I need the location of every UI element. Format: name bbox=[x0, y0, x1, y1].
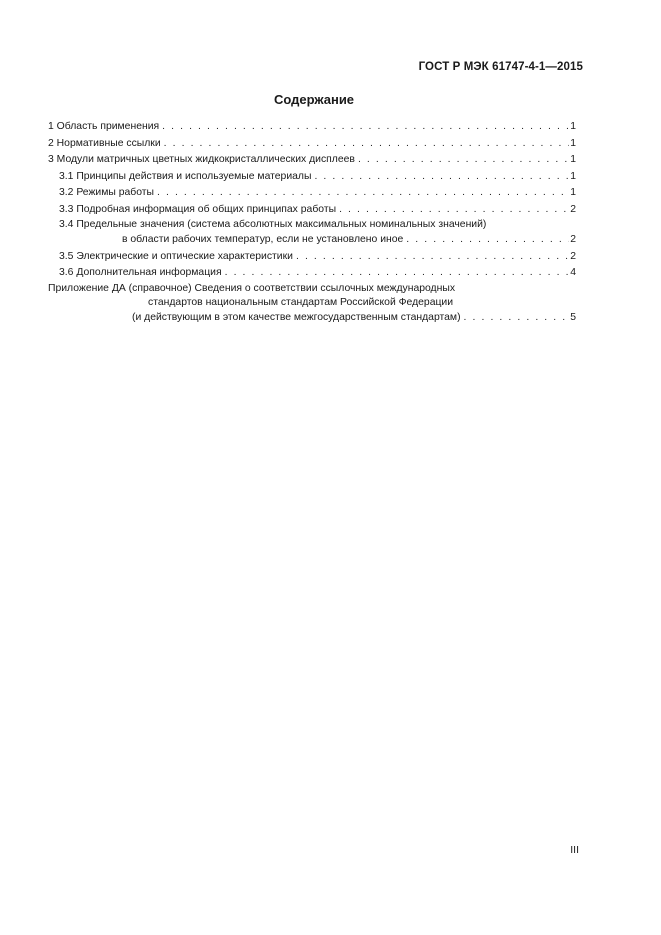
toc-entry-page: 2 bbox=[570, 203, 576, 215]
toc-entry-appendix-da[interactable] bbox=[48, 282, 576, 327]
dot-leader bbox=[164, 136, 570, 153]
toc-entry-label: 1 Область применения bbox=[48, 119, 162, 136]
page-number: III bbox=[570, 844, 579, 856]
toc-entry-3-2[interactable] bbox=[48, 185, 576, 202]
toc-entry-line bbox=[48, 296, 576, 310]
toc-entry-3-1[interactable] bbox=[48, 169, 576, 186]
dot-leader bbox=[464, 310, 570, 327]
toc-entry-page: 2 bbox=[570, 234, 576, 245]
toc-entry-label: 3.3 Подробная информация об общих принципах работы bbox=[59, 202, 339, 219]
dot-leader bbox=[358, 152, 569, 169]
dot-leader bbox=[406, 232, 569, 249]
toc-entry-scope[interactable] bbox=[48, 119, 576, 136]
toc-entry-page: 1 bbox=[570, 121, 576, 132]
toc-entry-3-3[interactable] bbox=[48, 202, 576, 219]
toc-entry-normative-references[interactable] bbox=[48, 136, 576, 153]
toc-entry-3-4[interactable] bbox=[48, 218, 576, 249]
toc-entry-label: 3 Модули матричных цветных жидкокристаллических дисплеев bbox=[48, 152, 358, 169]
toc-entry-page: 1 bbox=[570, 137, 576, 149]
dot-leader bbox=[162, 119, 569, 136]
dot-leader bbox=[225, 265, 570, 282]
toc-entry-label-continued: стандартов национальным стандартам Российской Федерации bbox=[48, 296, 456, 310]
toc-entry-page: 1 bbox=[570, 154, 576, 165]
toc-entry-label: Приложение ДА (справочное) Сведения о соответствии ссылочных международных bbox=[48, 282, 458, 296]
toc-entry-page: 5 bbox=[570, 311, 576, 323]
dot-leader bbox=[157, 185, 569, 202]
toc-entry-page: 1 bbox=[570, 170, 576, 182]
toc-entry-label: 3.5 Электрические и оптические характеристики bbox=[59, 249, 296, 266]
toc-entry-3-5[interactable] bbox=[48, 249, 576, 266]
toc-entry-line bbox=[48, 218, 576, 232]
toc-entry-label-continued: в области рабочих температур, если не установлено иное bbox=[59, 232, 406, 249]
toc-entry-label: 3.6 Дополнительная информация bbox=[59, 265, 225, 282]
toc-entry-label: 2 Нормативные ссылки bbox=[48, 136, 164, 153]
toc-entry-line bbox=[48, 232, 576, 249]
dot-leader bbox=[296, 249, 569, 266]
toc-entry-3-6[interactable] bbox=[48, 265, 576, 282]
toc-entry-page: 2 bbox=[570, 250, 576, 262]
toc-entry-page: 1 bbox=[570, 187, 576, 198]
toc-entry-label: 3.1 Принципы действия и используемые материалы bbox=[59, 169, 314, 186]
toc-entry-section-3[interactable] bbox=[48, 152, 576, 169]
toc-entry-line bbox=[48, 310, 576, 327]
toc-entry-label: 3.2 Режимы работы bbox=[59, 185, 157, 202]
dot-leader bbox=[314, 169, 569, 186]
toc-entry-line bbox=[48, 282, 576, 296]
toc-entry-page: 4 bbox=[570, 267, 576, 278]
toc-title: Содержание bbox=[273, 92, 355, 107]
dot-leader bbox=[339, 202, 569, 219]
table-of-contents bbox=[48, 119, 576, 326]
standard-designation: ГОСТ Р МЭК 61747-4-1—2015 bbox=[418, 61, 583, 73]
toc-entry-label: 3.4 Предельные значения (система абсолютных максимальных номинальных значений) bbox=[59, 218, 489, 232]
toc-entry-label-continued: (и действующим в этом качестве межгосударственным стандартам) bbox=[48, 310, 464, 327]
